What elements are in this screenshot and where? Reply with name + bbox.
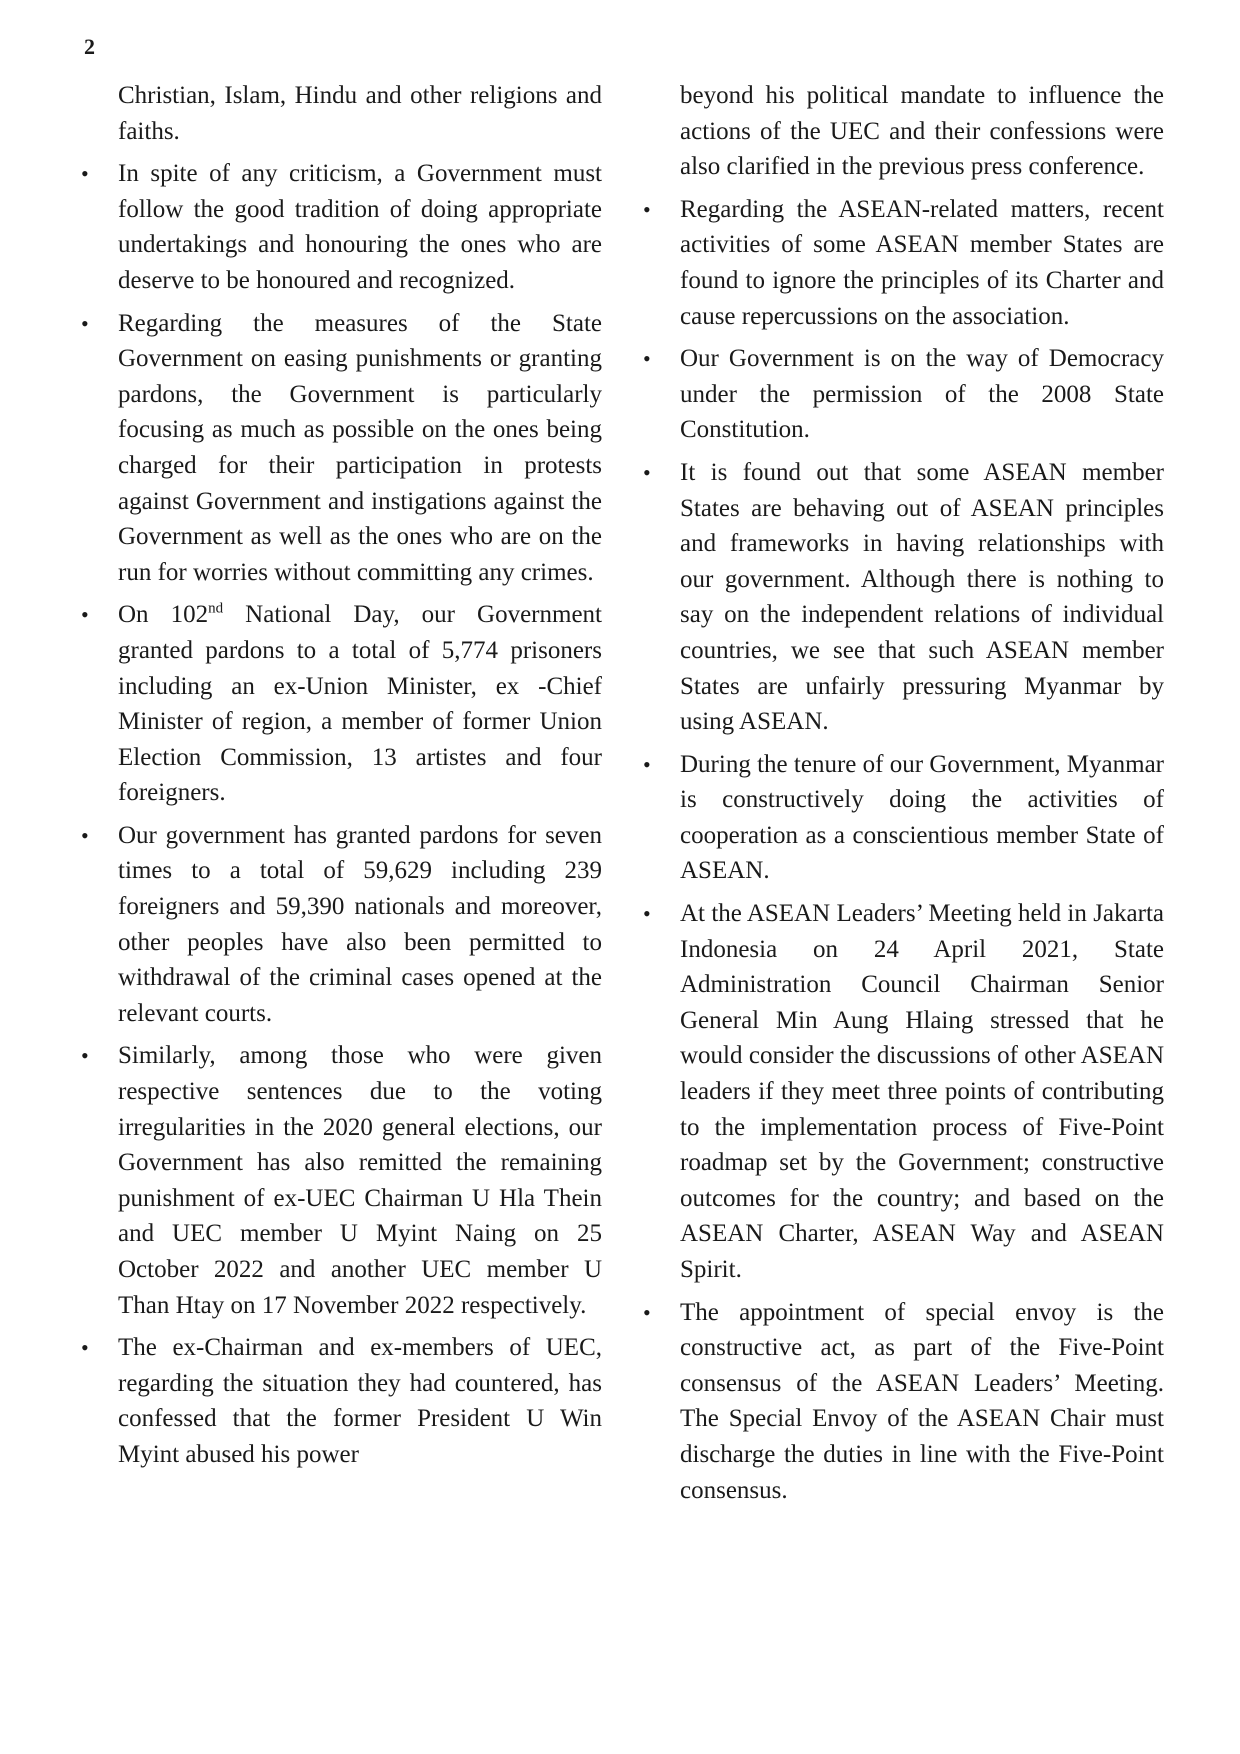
left-column bbox=[81, 78, 602, 1480]
bullet-text: During the tenure of our Government, Myanmar is constructively doing the activities of cooperation as a conscientious member State of ASEAN. bbox=[680, 750, 1164, 885]
bullet-item bbox=[643, 192, 1164, 334]
bullet-text: Our government has granted pardons for seven times to a total of 59,629 including 239 foreigners and 59,390 nationals and moreover, other peoples have also been permitted to withdrawal of the criminal cases opened at the relevant courts. bbox=[118, 821, 602, 1027]
bullet-icon: • bbox=[643, 1299, 651, 1325]
bullet-item bbox=[81, 1330, 602, 1472]
bullet-item bbox=[81, 1038, 602, 1323]
bullet-icon: • bbox=[643, 346, 651, 372]
bullet-icon: • bbox=[81, 1043, 89, 1069]
bullet-text: Our Government is on the way of Democracy under the permission of the 2008 State Constitution. bbox=[680, 345, 1164, 444]
bullet-item bbox=[643, 747, 1164, 889]
bullet-text-end: National Day, our Government granted pardons to a total of 5,774 prisoners including an ex-Union Minister, ex -Chief Minister of region, a member of former Union Election Commission, 13 artistes and four foreigners. bbox=[118, 601, 602, 807]
bullet-text-start: On 102 bbox=[118, 601, 209, 629]
bullet-text: Regarding the ASEAN-related matters, recent activities of some ASEAN member States are found to ignore the principles of its Charter and cause repercussions on the association. bbox=[680, 195, 1164, 330]
bullet-text: The appointment of special envoy is the constructive act, as part of the Five-Point consensus of the ASEAN Leaders’ Meeting. The Special Envoy of the ASEAN Chair must discharge the duties in line with the Five-Point consensus. bbox=[680, 1298, 1164, 1504]
bullet-item bbox=[81, 306, 602, 591]
bullet-text: Similarly, among those who were given respective sentences due to the voting irregularities in the 2020 general elections, our Government has also remitted the remaining punishment of ex-UEC Chairman U Hla Thein and UEC member U Myint Naing on 25 October 2022 and another UEC member U Than Htay on 17 November 2022 respectively. bbox=[118, 1042, 602, 1319]
right-column bbox=[643, 78, 1164, 1515]
bullet-item bbox=[643, 341, 1164, 448]
bullet-icon: • bbox=[81, 161, 89, 187]
bullet-text: In spite of any criticism, a Government must follow the good tradition of doing appropriate undertakings and honouring the ones who are deserve to be honoured and recognized. bbox=[118, 160, 602, 294]
bullet-text: Regarding the measures of the State Government on easing punishments or granting pardons, the Government is particularly focusing as much as possible on the ones being charged for their participation in protests against Government and instigations against the Government as well as the ones who are on the run for worries without committing any crimes. bbox=[118, 309, 602, 586]
bullet-item bbox=[643, 1295, 1164, 1509]
bullet-icon: • bbox=[81, 1335, 89, 1361]
bullet-item bbox=[81, 597, 602, 811]
bullet-icon: • bbox=[643, 901, 651, 927]
bullet-item bbox=[643, 455, 1164, 740]
bullet-text: It is found out that some ASEAN member States are behaving out of ASEAN principles and frameworks in having relationships with our government. Although there is nothing to say on the independent relations of individual countries, we see that such ASEAN member States are unfairly pressuring Myanmar by using ASEAN. bbox=[680, 458, 1164, 736]
continuation-paragraph: Christian, Islam, Hindu and other religions and faiths. bbox=[118, 82, 602, 145]
bullet-item bbox=[81, 818, 602, 1032]
bullet-icon: • bbox=[643, 459, 651, 485]
bullet-text: At the ASEAN Leaders’ Meeting held in Jakarta Indonesia on 24 April 2021, State Administration Council Chairman Senior General Min Aung Hlaing stressed that he would consider the discussions of other ASEAN leaders if they meet three points of contributing to the implementation process of Five-Point roadmap set by the Government; constructive outcomes for the country; and based on the ASEAN Charter, ASEAN Way and ASEAN Spirit. bbox=[680, 900, 1164, 1283]
ordinal-suffix: nd bbox=[208, 600, 224, 617]
continuation-paragraph: beyond his political mandate to influence the actions of the UEC and their confessions were also clarified in the previous press conference. bbox=[680, 82, 1164, 181]
bullet-icon: • bbox=[81, 602, 89, 628]
bullet-icon: • bbox=[643, 196, 651, 222]
bullet-icon: • bbox=[643, 751, 651, 777]
bullet-icon: • bbox=[81, 310, 89, 336]
page-number: 2 bbox=[84, 34, 95, 59]
bullet-item bbox=[81, 156, 602, 298]
bullet-item bbox=[643, 896, 1164, 1288]
bullet-text: The ex-Chairman and ex-members of UEC, regarding the situation they had countered, has confessed that the former President U Win Myint abused his power bbox=[118, 1334, 602, 1468]
bullet-icon: • bbox=[81, 822, 89, 848]
